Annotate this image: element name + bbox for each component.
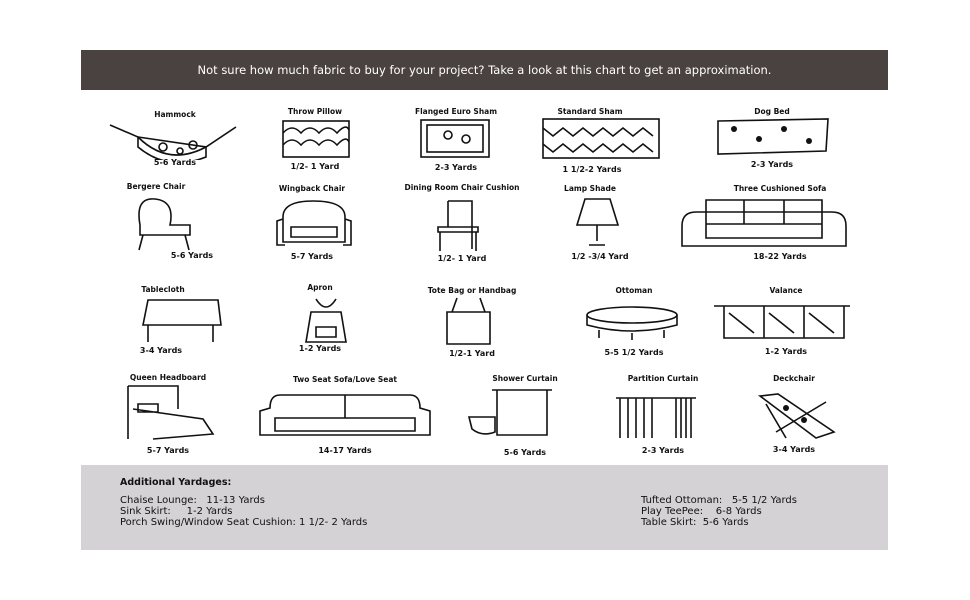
item-yards-lamp-shade: 1/2 -3/4 Yard — [571, 252, 629, 261]
item-yards-hammock: 5-6 Yards — [153, 158, 197, 167]
additional-right-2: Table Skirt: 5-6 Yards — [641, 517, 749, 528]
item-name-wingback-chair: Wingback Chair — [278, 184, 346, 193]
bergere-chair-icon — [125, 195, 197, 252]
item-yards-shower-curtain: 5-6 Yards — [503, 448, 547, 457]
item-yards-partition-curtain: 2-3 Yards — [641, 446, 685, 455]
additional-right-0: Tufted Ottoman: 5-5 1/2 Yards — [641, 495, 797, 506]
ottoman-icon — [584, 305, 681, 340]
dining-chair-icon — [428, 197, 490, 252]
item-name-standard-sham: Standard Sham — [557, 107, 623, 116]
tote-bag-icon — [442, 296, 495, 346]
item-name-valance: Valance — [769, 286, 803, 295]
dog-bed-icon — [714, 117, 832, 157]
standard-sham-icon — [540, 116, 662, 161]
item-name-bergere-chair: Bergere Chair — [126, 182, 186, 191]
item-name-tablecloth: Tablecloth — [141, 285, 185, 294]
apron-icon — [291, 297, 360, 345]
item-name-dining-room-chair-cushion: Dining Room Chair Cushion — [404, 183, 520, 192]
item-yards-wingback-chair: 5-7 Yards — [290, 252, 334, 261]
item-name-three-cushioned-sofa: Three Cushioned Sofa — [733, 184, 827, 193]
item-yards-bergere-chair: 5-6 Yards — [170, 251, 214, 260]
item-name-hammock: Hammock — [154, 110, 196, 119]
deckchair-icon — [756, 392, 838, 442]
additional-right-1: Play TeePee: 6-8 Yards — [641, 506, 762, 517]
item-name-queen-headboard: Queen Headboard — [129, 373, 207, 382]
additional-left-0: Chaise Lounge: 11-13 Yards — [120, 495, 265, 506]
hammock-icon — [108, 117, 238, 160]
item-yards-apron: 1-2 Yards — [298, 344, 342, 353]
item-name-deckchair: Deckchair — [773, 374, 815, 383]
item-name-two-seat-sofa-love-seat: Two Seat Sofa/Love Seat — [292, 375, 398, 384]
item-yards-valance: 1-2 Yards — [764, 347, 808, 356]
item-yards-deckchair: 3-4 Yards — [772, 445, 816, 454]
header-banner — [81, 50, 888, 90]
item-yards-dining-room-chair-cushion: 1/2- 1 Yard — [437, 254, 487, 263]
tablecloth-icon — [133, 297, 223, 345]
item-name-lamp-shade: Lamp Shade — [564, 184, 616, 193]
additional-yardages — [81, 465, 888, 550]
additional-title: Additional Yardages: — [120, 477, 232, 488]
item-yards-throw-pillow: 1/2- 1 Yard — [290, 162, 340, 171]
partition-curtain-icon — [616, 394, 697, 440]
item-name-dog-bed: Dog Bed — [754, 107, 790, 116]
headboard-icon — [118, 384, 215, 440]
item-name-tote-bag-or-handbag: Tote Bag or Handbag — [427, 286, 517, 295]
item-name-ottoman: Ottoman — [615, 286, 653, 295]
lamp-shade-icon — [575, 197, 620, 248]
additional-left-2: Porch Swing/Window Seat Cushion: 1 1/2- 2 Yards — [120, 517, 368, 528]
additional-left-1: Sink Skirt: 1-2 Yards — [120, 506, 233, 517]
item-yards-two-seat-sofa-love-seat: 14-17 Yards — [318, 446, 372, 455]
item-name-throw-pillow: Throw Pillow — [287, 107, 343, 116]
euro-sham-icon — [418, 117, 492, 160]
item-yards-dog-bed: 2-3 Yards — [750, 160, 794, 169]
item-yards-ottoman: 5-5 1/2 Yards — [604, 348, 664, 357]
item-name-partition-curtain: Partition Curtain — [627, 374, 699, 383]
item-name-shower-curtain: Shower Curtain — [492, 374, 558, 383]
item-yards-three-cushioned-sofa: 18-22 Yards — [753, 252, 807, 261]
valance-icon — [714, 303, 850, 340]
item-name-flanged-euro-sham: Flanged Euro Sham — [414, 107, 498, 116]
item-yards-standard-sham: 1 1/2-2 Yards — [562, 165, 622, 174]
item-yards-queen-headboard: 5-7 Yards — [146, 446, 190, 455]
item-name-apron: Apron — [307, 283, 333, 292]
shower-curtain-icon — [467, 387, 560, 443]
item-yards-flanged-euro-sham: 2-3 Yards — [434, 163, 478, 172]
wingback-chair-icon — [273, 197, 355, 253]
love-seat-icon — [255, 393, 435, 438]
item-yards-tablecloth: 3-4 Yards — [139, 346, 183, 355]
throw-pillow-icon — [280, 118, 352, 160]
three-cushion-sofa-icon — [676, 198, 852, 248]
item-yards-tote-bag-or-handbag: 1/2-1 Yard — [449, 349, 495, 358]
header-text: Not sure how much fabric to buy for your project? Take a look at this chart to get an approximation. — [197, 63, 772, 77]
